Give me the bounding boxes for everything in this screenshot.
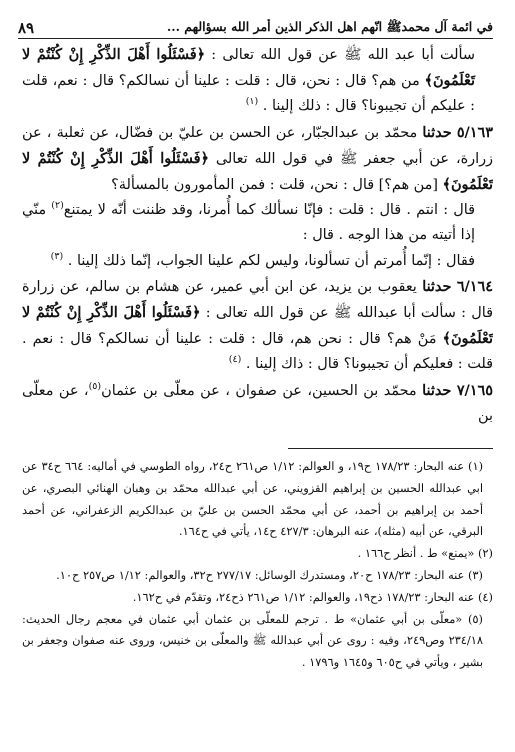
text: محمّد بن الحسين، عن صفوان ، عن معلّى بن عثمان [101,382,423,399]
main-text [22,42,493,442]
footnotes [22,456,493,746]
footnote-ref-2: (٢) [51,200,64,212]
paragraph-1 [22,42,493,120]
text: من هم؟ قال : نحن، قال : قلت : علينا أن نسالكم؟ قال : نعم، قلت : عليكم أن تجيبونا؟ قال : ذلك إلينا . [22,73,475,115]
hadith-164 [22,274,493,378]
text: سألت أبا عبد الله ﷺ عن قول الله تعالى : [205,47,475,63]
footnote-ref-4: (٤) [228,354,242,366]
footnote-4: (٤) عنه البحار: ١٧٨/٢٣ ذح١٩، والعوالم: ١/١٢ ص٢٦١ ذح٢٤، وتقدّم في ح١٦٢. [132,589,493,604]
hadith-number: ٦/١٦٤ [456,277,493,295]
header-title: في ائمة آل محمدﷺ انّهم اهل الذكر الذين أمر الله بسؤالهم ... [166,19,493,34]
paragraph-4 [22,249,493,274]
hadith-keyword: حدثنا [422,381,452,399]
footnote-separator [288,448,493,449]
quran-verse: ﴿فَسْئَلُوا أَهْلَ الذِّكْرِ إِنْ كُنْتُمْ لا تَعْلَمُونَ﴾ [22,46,475,90]
footnote-3: (٣) عنه البحار: ١٧٨/٢٣ ح٢٠، ومستدرك الوسائل: ٢٧٧/١٧ ح٣٢، والعوالم: ١/١٢ ص٢٥٧ ح١٠. [56,567,483,582]
footnote-5: (٥) «معلّى بن أبي عثمان» ط . ترجم للمعلّى بن عثمان أبي عثمان في معجم رجال الحديث: ٢٣٤/١٨ وص٢٤٩، وفيه : روى عن أبي عبدالله ﷺ والمعلّى بن خنيس، وروى عنه صفوان وجعفر بن بشير ، ويأتي في ح٦٠٥ و١٦٤٥ و١٧٩٦ . [22,611,483,670]
hadith-165 [22,378,493,429]
quran-verse: ﴿فَسْئَلُوا أَهْلَ الذِّكْرِ إِنْ كُنْتُمْ لا تَعْلَمُونَ﴾ [22,149,493,194]
hadith-163 [22,120,493,199]
footnote-1: (١) عنه البحار: ١٧٨/٢٣ ح١٩، و العوالم: ١/١٢ ص٢٦١ ح٢٤، رواه الطوسي في أماليه: ٦٦٤ ح٣٤ عن ابي عبدالله الحسين بن إبراهيم القزويني، عن أبي عبدالله محمّد بن وهبان الهنائي البصري، عن أحمد بن إبراهيم بن أحمد، عن أبي محمّد الحسن بن عليّ بن عبدالكريم الزعفراني، عن أحمد البرقي، عن أبيه (مثله)، عنه البرهان: ٤٢٧/٣ ح١٤، يأتي في ح١٦٤. [22,459,484,539]
text: فقال : إنّما أُمرتم أن تسألونا، وليس لكم علينا الجواب، إنّما ذلك إلينا . [63,252,475,269]
text: محمّد بن عبدالجبّار، عن الحسن بن عليّ بن فضّال، عن ثعلبة ، عن زرارة، عن أبي جعفر ﷺ في قول الله تعالى [22,124,493,167]
footnote-ref-3: (٣) [50,250,64,262]
footnote-ref-5: (٥) [88,380,102,392]
footnote-2: (٢) «يمنع» ط . أنظر ح١٦٦ . [357,546,493,561]
text: يعقوب بن يزيد، عن ابن أبي عمير، عن هشام بن سالم، عن زرارة قال : سألت أبا عبدالله ﷺ عن قول الله تعالى : [22,278,493,322]
text: ، عن معلّى بن [22,382,493,424]
quran-verse: ﴿فَسْئَلُوا أَهْلَ الذِّكْرِ إِنْ كُنْتُمْ لا تَعْلَمُونَ﴾ [22,304,493,348]
text: قال : انتم . قال : قلت : فإنّا نسألك كما أُمرنا، وقد ظننت أنّه لا يمتنع [63,202,476,219]
text: [من هم؟] قال : نحن، قلت : فمن المأمورون بالمسألة؟ [111,177,443,194]
hadith-keyword: حدثنا [422,123,452,141]
hadith-number: ٧/١٦٥ [456,381,493,399]
paragraph-3 [22,198,493,248]
running-header [18,14,493,39]
text: منّي إذا أتيته من هذا الوجه . قال : [22,202,475,244]
hadith-number: ٥/١٦٣ [456,123,493,141]
hadith-keyword: حدثنا [422,277,452,295]
page-number: ٨٩ [18,19,35,37]
footnote-ref-1: (١) [245,96,259,108]
text: مَنْ هم؟ قال : نحن هم، قال : قلت : علينا أن نسالكم؟ قال : نعم . قلت : فعليكم أن تجيبونا؟ قال : ذاك إلينا . [22,331,493,373]
